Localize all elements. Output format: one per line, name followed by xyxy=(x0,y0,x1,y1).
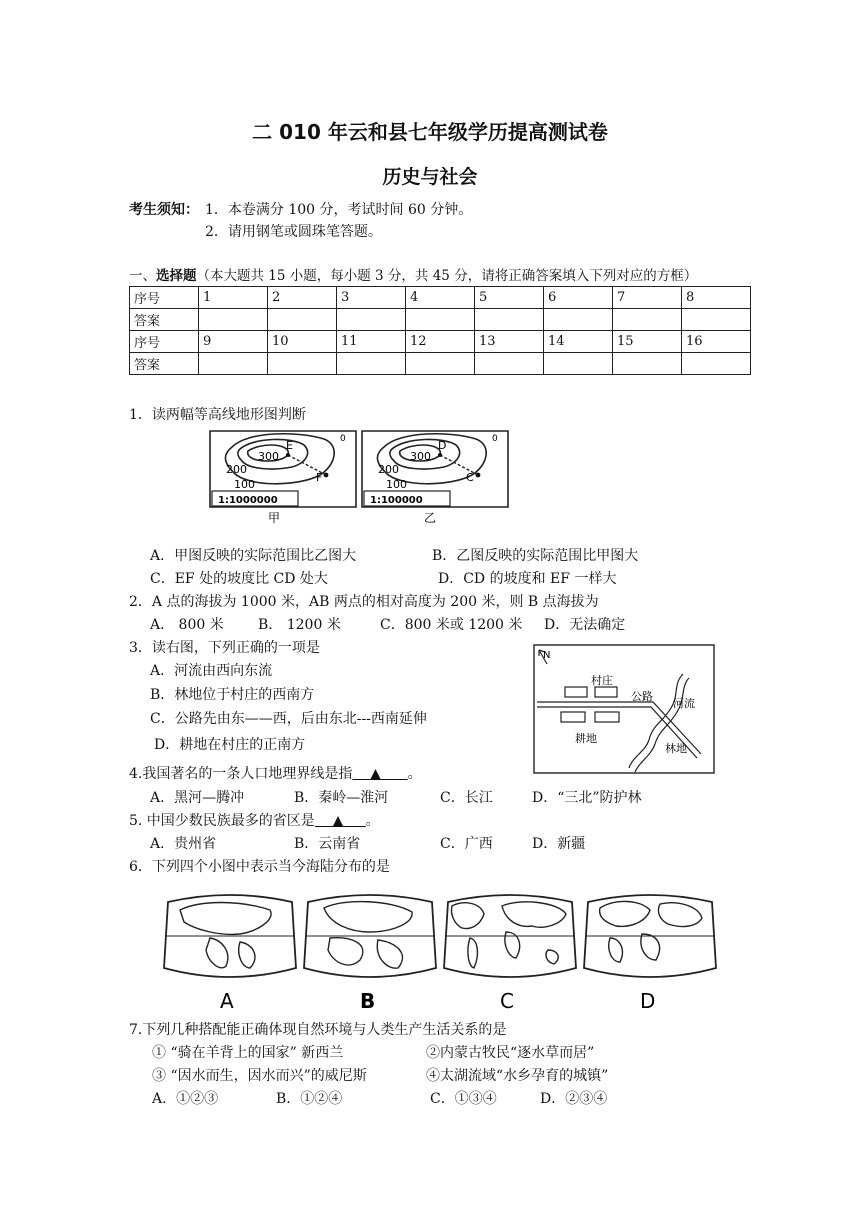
q2-option-a[interactable]: A． 800 米 xyxy=(150,617,224,633)
point-e xyxy=(286,453,290,457)
point-c xyxy=(476,473,481,478)
answer-blank-mark[interactable]: ▲ xyxy=(370,766,381,782)
row-label: 答案 xyxy=(130,309,199,331)
map-label-b: B xyxy=(360,989,376,1013)
q2-option-b[interactable]: B． 1200 米 xyxy=(258,617,341,633)
forest-label: 林地 xyxy=(665,742,687,755)
table-row xyxy=(130,309,751,331)
q7-stem: 7.下列几种搭配能正确体现自然环境与人类生产生活关系的是 xyxy=(129,1022,507,1038)
q1-option-b[interactable]: B．乙图反映的实际范围比甲图大 xyxy=(432,548,639,564)
question-number: 16 xyxy=(682,331,751,353)
question-number: 1 xyxy=(199,287,268,309)
answer-cell[interactable] xyxy=(544,353,613,375)
q4-option-a[interactable]: A．黑河—腾冲 xyxy=(150,790,245,806)
q2-stem: 2．A 点的海拔为 1000 米，AB 两点的相对高度为 200 米，则 B 点海拔为 xyxy=(129,594,599,610)
answer-cell[interactable] xyxy=(199,309,268,331)
world-map-a[interactable] xyxy=(164,895,296,1013)
road-label: 公路 xyxy=(631,690,653,703)
answer-cell[interactable] xyxy=(337,353,406,375)
point-label: E xyxy=(286,439,293,452)
q7-option-d[interactable]: D．②③④ xyxy=(540,1091,608,1107)
q3-option-c[interactable]: C．公路先由东——西，后由东北---西南延伸 xyxy=(150,711,427,727)
q4-stem: 4.我国著名的一条人口地理界线是指 ▲ 。 xyxy=(129,766,422,782)
contour-map-yi xyxy=(360,429,510,529)
north-label: N xyxy=(543,650,551,661)
contour-label: 100 xyxy=(234,478,255,491)
world-maps xyxy=(160,888,730,1012)
q7-item-1: ① “骑在羊背上的国家” 新西兰 xyxy=(152,1045,344,1061)
q1-option-d[interactable]: D．CD 的坡度和 EF 一样大 xyxy=(438,571,617,587)
world-map-b[interactable] xyxy=(304,895,436,1013)
q3-stem: 3．读右图，下列正确的一项是 xyxy=(129,640,320,656)
answer-blank-mark[interactable]: ▲ xyxy=(332,813,344,829)
question-number: 12 xyxy=(406,331,475,353)
contour-label: 300 xyxy=(410,450,431,463)
svg-text:0: 0 xyxy=(492,434,498,444)
contour-label: 300 xyxy=(258,450,279,463)
svg-text:0: 0 xyxy=(340,434,346,444)
point-f xyxy=(324,473,329,478)
point-label: F xyxy=(316,471,323,484)
q2-option-c[interactable]: C．800 米或 1200 米 xyxy=(380,617,523,633)
house-icon xyxy=(595,712,619,722)
map-label-a: A xyxy=(220,989,234,1013)
q5-option-b[interactable]: B．云南省 xyxy=(294,836,361,852)
scale-label: 1:1000000 xyxy=(218,495,278,506)
village-label: 村庄 xyxy=(591,674,613,687)
contour-label: 200 xyxy=(378,463,399,476)
section-heading xyxy=(129,264,697,284)
question-number: 5 xyxy=(475,287,544,309)
world-map-d[interactable] xyxy=(584,895,716,1013)
map-label-c: C xyxy=(500,989,514,1013)
map-caption: 甲 xyxy=(268,511,281,525)
section-instructions: （本大题共 15 小题，每小题 3 分，共 45 分，请将正确答案填入下列对应的方框） xyxy=(196,268,698,284)
notice-item-2: 2．请用钢笔或圆珠笔答题。 xyxy=(205,224,382,240)
q3-option-b[interactable]: B．林地位于村庄的西南方 xyxy=(150,687,315,703)
house-icon xyxy=(595,687,617,697)
question-number: 10 xyxy=(268,331,337,353)
question-number: 9 xyxy=(199,331,268,353)
question-number: 6 xyxy=(544,287,613,309)
notice-item-1: 1．本卷满分 100 分，考试时间 60 分钟。 xyxy=(205,202,473,218)
farmland-label: 耕地 xyxy=(575,732,597,745)
q7-item-2: ②内蒙古牧民“逐水草而居” xyxy=(426,1045,595,1061)
house-icon xyxy=(561,712,585,722)
q7-item-4: ④太湖流域“水乡孕育的城镇” xyxy=(426,1068,609,1084)
section-title: 选择题 xyxy=(156,268,197,284)
river-label: 河流 xyxy=(673,697,695,710)
section-number: 一、 xyxy=(129,268,156,284)
map-label-d: D xyxy=(640,989,656,1013)
answer-cell[interactable] xyxy=(682,309,751,331)
q7-option-c[interactable]: C．①③④ xyxy=(430,1091,497,1107)
map-caption: 乙 xyxy=(424,511,437,525)
q4-option-d[interactable]: D．“三北”防护林 xyxy=(532,790,642,806)
answer-cell[interactable] xyxy=(613,353,682,375)
answer-cell[interactable] xyxy=(613,309,682,331)
row-label: 答案 xyxy=(130,353,199,375)
answer-table xyxy=(129,286,751,375)
house-icon xyxy=(565,687,587,697)
question-number: 2 xyxy=(268,287,337,309)
answer-cell[interactable] xyxy=(268,309,337,331)
page-title: 二 010 年云和县七年级学历提高测试卷 xyxy=(252,120,608,144)
q7-option-a[interactable]: A．①②③ xyxy=(152,1091,219,1107)
question-number: 13 xyxy=(475,331,544,353)
row-label: 序号 xyxy=(130,287,199,309)
answer-cell[interactable] xyxy=(544,309,613,331)
contour-label: 200 xyxy=(226,463,247,476)
q5-option-a[interactable]: A．贵州省 xyxy=(150,836,217,852)
answer-cell[interactable] xyxy=(406,309,475,331)
q1-option-a[interactable]: A．甲图反映的实际范围比乙图大 xyxy=(150,548,357,564)
q7-item-3: ③ “因水而生，因水而兴”的威尼斯 xyxy=(152,1068,367,1084)
world-map-c[interactable] xyxy=(444,895,576,1013)
answer-cell[interactable] xyxy=(406,353,475,375)
q6-stem: 6．下列四个小图中表示当今海陆分布的是 xyxy=(129,859,390,875)
question-number: 3 xyxy=(337,287,406,309)
q5-stem: 5. 中国少数民族最多的省区是 ▲ 。 xyxy=(129,813,380,829)
question-number: 14 xyxy=(544,331,613,353)
q1-option-c[interactable]: C．EF 处的坡度比 CD 处大 xyxy=(150,571,328,587)
q3-option-d[interactable]: D．耕地在村庄的正南方 xyxy=(154,737,306,753)
q7-option-b[interactable]: B．①②④ xyxy=(276,1091,343,1107)
question-number: 7 xyxy=(613,287,682,309)
point-label: D xyxy=(438,439,447,452)
q4-option-b[interactable]: B．秦岭—淮河 xyxy=(294,790,389,806)
table-row xyxy=(130,287,751,309)
answer-cell[interactable] xyxy=(199,353,268,375)
page-subtitle: 历史与社会 xyxy=(382,166,478,188)
contour-label: 100 xyxy=(386,478,407,491)
answer-cell[interactable] xyxy=(475,353,544,375)
notice-label: 考生须知： xyxy=(129,202,199,218)
question-number: 4 xyxy=(406,287,475,309)
answer-cell[interactable] xyxy=(682,353,751,375)
q5-option-c[interactable]: C．广西 xyxy=(440,836,493,852)
point-d xyxy=(438,453,442,457)
q5-option-d[interactable]: D．新疆 xyxy=(532,836,586,852)
table-row xyxy=(130,331,751,353)
question-number: 15 xyxy=(613,331,682,353)
answer-cell[interactable] xyxy=(268,353,337,375)
point-label: C xyxy=(466,471,474,484)
question-number: 11 xyxy=(337,331,406,353)
q3-option-a[interactable]: A．河流由西向东流 xyxy=(150,663,273,679)
village-map xyxy=(533,644,715,774)
contour-map-jia xyxy=(208,429,358,529)
scale-label: 1:100000 xyxy=(370,495,423,506)
table-row xyxy=(130,353,751,375)
q1-stem: 1．读两幅等高线地形图判断 xyxy=(129,407,306,423)
question-number: 8 xyxy=(682,287,751,309)
q4-option-c[interactable]: C．长江 xyxy=(440,790,493,806)
answer-cell[interactable] xyxy=(337,309,406,331)
q2-option-d[interactable]: D．无法确定 xyxy=(544,617,626,633)
row-label: 序号 xyxy=(130,331,199,353)
answer-cell[interactable] xyxy=(475,309,544,331)
